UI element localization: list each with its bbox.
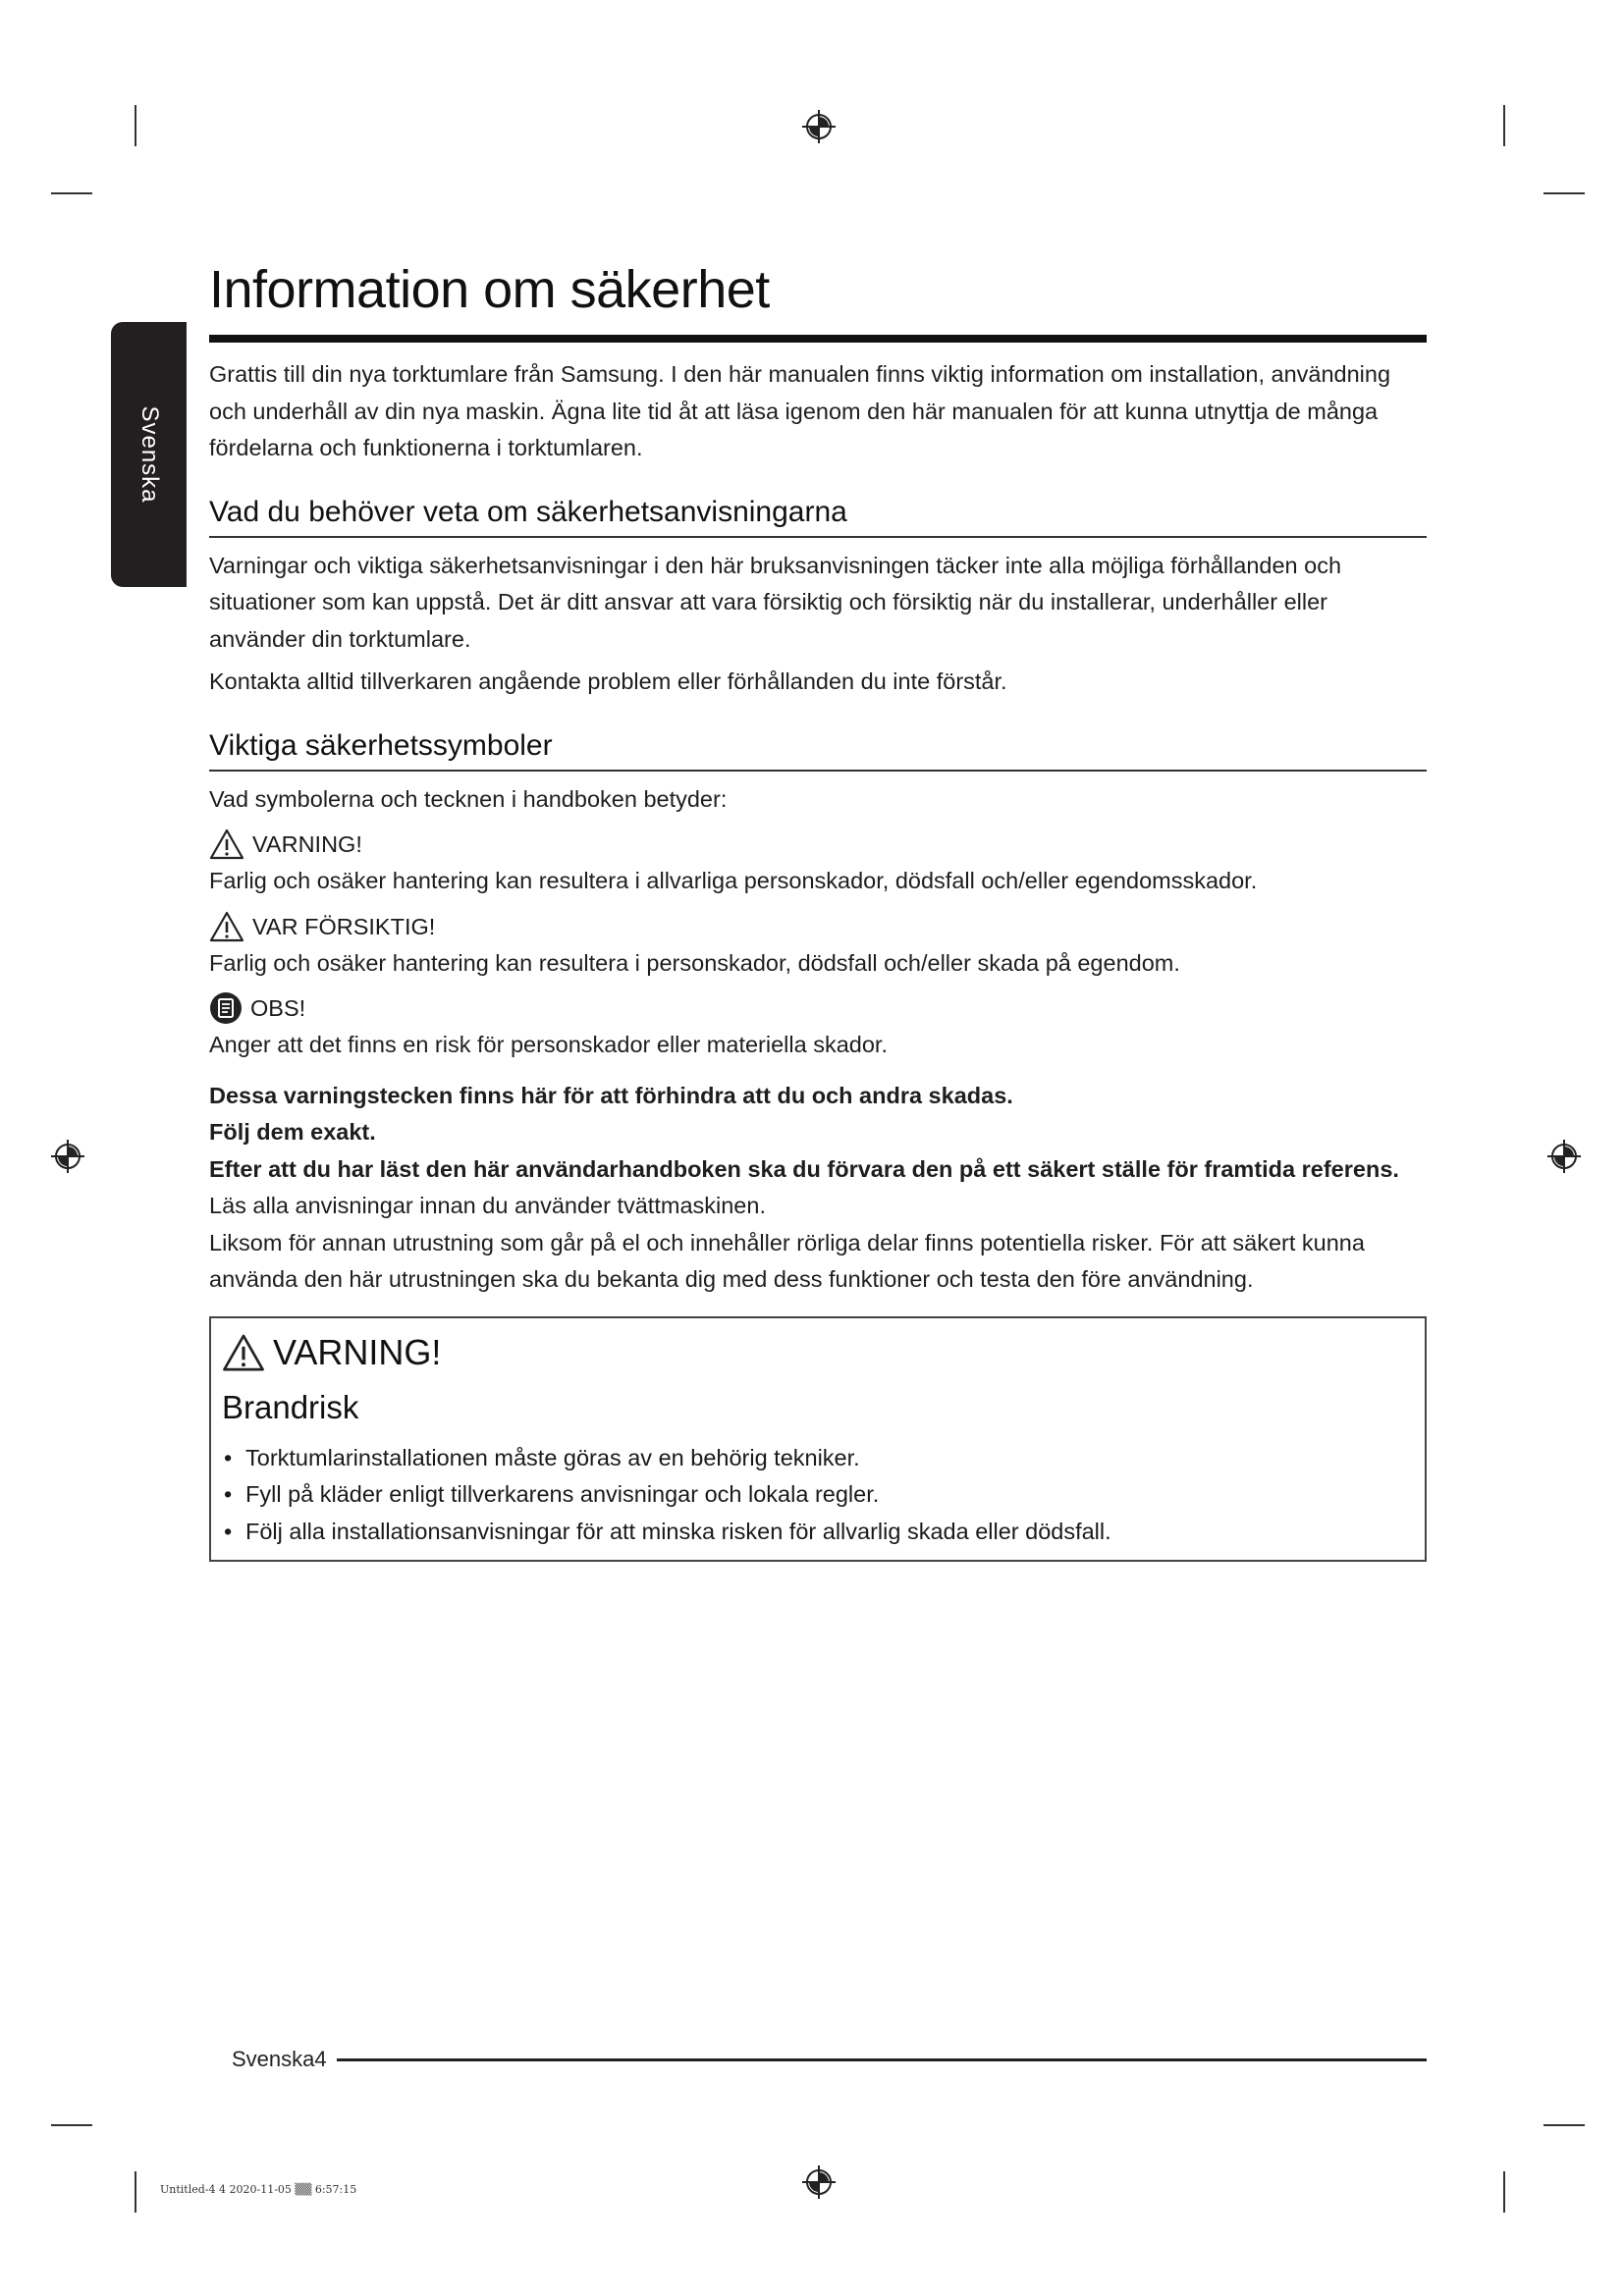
symbols-lead-paragraph: Vad symbolerna och tecknen i handboken betyder: bbox=[209, 785, 728, 812]
bold-statement: Efter att du har läst den här användarhandboken ska du förvara den på ett säkert ställe för framtida referens. bbox=[209, 1155, 1399, 1182]
warning-label: VARNING! bbox=[252, 831, 362, 857]
section-heading-safety-instructions: Vad du behöver veta om säkerhetsanvisningarna bbox=[209, 491, 1427, 538]
crop-mark bbox=[135, 105, 136, 146]
fire-risk-warning-box bbox=[209, 1316, 1427, 1563]
list-item: • Fyll på kläder enligt tillverkarens anvisningar och lokala regler. bbox=[222, 1476, 1411, 1514]
warning-box-title-label: VARNING! bbox=[273, 1331, 442, 1372]
page-title: Information om säkerhet bbox=[209, 250, 1427, 343]
section-heading-safety-symbols: Viktiga säkerhetssymboler bbox=[209, 724, 1427, 772]
warning-triangle-icon bbox=[222, 1333, 265, 1372]
crop-mark bbox=[51, 2124, 92, 2126]
crop-mark bbox=[51, 192, 92, 194]
registration-mark-icon bbox=[1547, 1140, 1581, 1173]
safety-instructions-paragraph: Varningar och viktiga säkerhetsanvisningar i den här bruksanvisningen täcker inte alla möjliga förhållanden och situationer som kan uppstå. Det är ditt ansvar att vara försiktig och försiktig när du installerar, underhåller eller använder din torktumlare. bbox=[209, 552, 1342, 652]
caution-symbol-heading bbox=[209, 908, 1427, 945]
page-content bbox=[209, 250, 1427, 1562]
note-description: Anger att det finns en risk för personskador eller materiella skador. bbox=[209, 1032, 888, 1057]
crop-mark bbox=[1543, 2124, 1585, 2126]
note-document-icon bbox=[209, 991, 243, 1025]
footer-rule bbox=[337, 2058, 1427, 2061]
language-side-tab bbox=[111, 322, 187, 587]
warning-box-list bbox=[222, 1440, 1411, 1551]
page-number-label: Svenska4 bbox=[232, 2047, 327, 2071]
page-footer bbox=[232, 2045, 1427, 2074]
bold-statement: Följ dem exakt. bbox=[209, 1119, 376, 1145]
registration-mark-icon bbox=[802, 2165, 836, 2199]
crop-mark bbox=[1543, 192, 1585, 194]
warning-symbol-heading bbox=[209, 826, 1427, 863]
read-instructions-paragraph: Läs alla anvisningar innan du använder tvättmaskinen. bbox=[209, 1193, 766, 1218]
language-side-tab-label: Svenska bbox=[135, 405, 163, 504]
note-symbol-heading bbox=[209, 989, 1427, 1027]
bold-statement: Dessa varningstecken finns här för att förhindra att du och andra skadas. bbox=[209, 1082, 1013, 1108]
crop-mark bbox=[135, 2171, 136, 2213]
crop-mark bbox=[1503, 105, 1505, 146]
caution-label: VAR FÖRSIKTIG! bbox=[252, 913, 436, 939]
equipment-risk-paragraph: Liksom för annan utrustning som går på el och innehåller rörliga delar finns potentiella risker. För att säkert kunna använda den här utrustningen ska du bekanta dig med dess funktioner och testa den före användning. bbox=[209, 1229, 1365, 1292]
list-item: • Följ alla installationsanvisningar för att minska risken för allvarlig skada eller dödsfall. bbox=[222, 1514, 1411, 1551]
list-item: • Torktumlarinstallationen måste göras av en behörig tekniker. bbox=[222, 1440, 1411, 1477]
intro-paragraph: Grattis till din nya torktumlare från Samsung. I den här manualen finns viktig information om installation, användning och underhåll av din nya maskin. Ägna lite tid åt att läsa igenom den här manualen för att kunna utnyttja de många fördelarna och funktionerna i torktumlaren. bbox=[209, 361, 1391, 460]
contact-manufacturer-paragraph: Kontakta alltid tillverkaren angående problem eller förhållanden du inte förstår. bbox=[209, 668, 1007, 694]
crop-mark bbox=[1503, 2171, 1505, 2213]
warning-description: Farlig och osäker hantering kan resultera i allvarliga personskador, dödsfall och/eller egendomsskador. bbox=[209, 868, 1258, 893]
print-slug: Untitled-4 4 2020-11-05 ▒▒ 6:57:15 bbox=[160, 2183, 357, 2196]
note-label: OBS! bbox=[250, 995, 306, 1021]
warning-box-subtitle: Brandrisk bbox=[222, 1388, 359, 1425]
registration-mark-icon bbox=[51, 1140, 84, 1173]
registration-mark-icon bbox=[802, 110, 836, 143]
warning-box-title bbox=[222, 1326, 1411, 1379]
warning-triangle-icon bbox=[209, 828, 244, 860]
caution-description: Farlig och osäker hantering kan resultera i personskador, dödsfall och/eller skada på egendom. bbox=[209, 949, 1180, 976]
warning-triangle-icon bbox=[209, 911, 244, 942]
